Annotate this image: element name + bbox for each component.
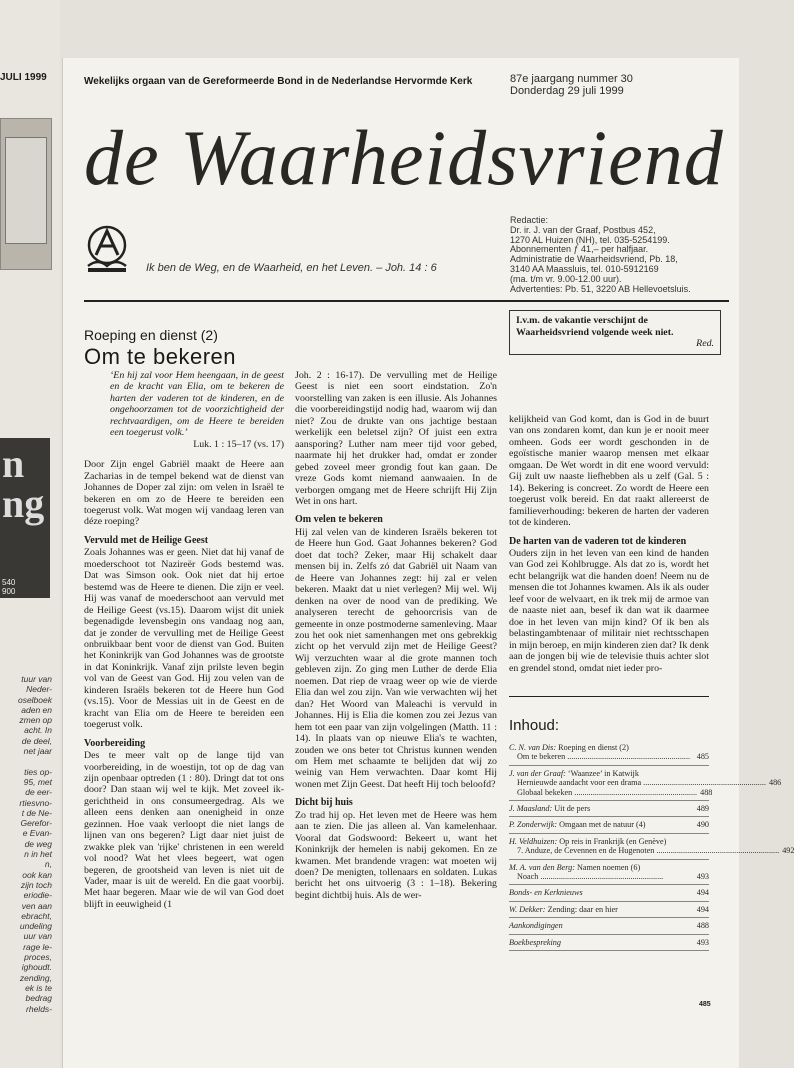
contents-entry [509, 740, 709, 766]
contents-entry-head [509, 888, 694, 897]
contents-author: H. Veldhuizen: [509, 836, 558, 846]
contents-entry [509, 766, 782, 801]
fragment-line: ties op- [24, 766, 52, 777]
article-headline: Om te bekeren [84, 344, 237, 369]
notice-text: I.v.m. de vakantie verschijnt de Waarheidsvriend volgende week niet. [516, 315, 674, 338]
contents-subtitle: Om te bekeren ............................................................ [517, 752, 691, 762]
publication-subtitle: Wekelijks orgaan van de Gereformeerde Bond in de Nederlandse Hervormde Kerk [84, 76, 473, 87]
fragment-line: de deel, [21, 735, 52, 746]
contents-page: 492 [782, 846, 794, 856]
editorial-line: (ma. t/m vr. 9.00-12.00 uur). [510, 273, 622, 284]
contents-entry [509, 801, 709, 817]
editorial-line: Redactie: [510, 215, 549, 225]
section-heading: Om velen te bekeren [295, 514, 383, 526]
contents-author: Aankondigingen [509, 921, 563, 931]
contents-page: 488 [700, 787, 713, 797]
paragraph: Hij zal velen van de kinderen Israëls bekeren tot de Heere hun God. Gaat Johannes bekeren? God doet dat toch? Zeker, maar Hij schakelt daar mensen bij in. Zelfs zó dat Gabriël uit Naam van de Heere van Johannes zegt: hij zal er velen bekeren. Maakt dat u niet verlegen? Mij wel. Wij denken na over de nood van de prediking. We analyseren terecht de gehoorcrisis van de gemeente in onze postmoderne samenleving. Maar zou het ook niet samenhangen met ons gebrekkig zicht op het vervuld zijn met de Heilige Geest? Wij verzuchten waar al die grote mannen toch gebleven zijn. Zo ging men Luther de derde Elia noemen. Dat riep de vraag weer op wie de vierde Elia dan wel zou zijn. Van wie verwachten wij het dan? Het Woord van Maleachi is vervuld in Johannes. Hij is Elia die komen zou zei Jezus van hem tot een paar van zijn volgelingen (Matth. 11 : 14). In plaats van op nieuwe Elia's te wachten, zouden we ons beter tot Christus kunnen wenden om Hem met schaamte te belijden dat wij zo weinig van Hem verwachten. Daar komt Hij wonen met Zijn Geest. Dat heeft Hij toch beloofd? [295, 526, 497, 790]
page-number: 485 [699, 1001, 711, 1008]
contents-page: 486 [768, 778, 782, 788]
paragraph: Des te meer valt op de lange tijd van voorbereiding, in de woestijn, tot op de dag van zijn openbaar optreden (1 : 80). Dringt dat tot ons door? Dan staan wij wel te kijk. Met zoveel ik-gerichtheid in ons consumeergedrag. Als we alleen eens denken aan onenigheid in onze gezinnen. Hoe vaak verloopt die niet langs de lijnen van ons begeren? Ligt daar niet juist de zwakke plek van 'rijke' christenen in een wereld vol nood? Wat het vlees begeert, wat ogen begeren, de grootsheid van leven is niet uit de Vader, maar is uit de wereld. En die gaat voorbij. Met haar begeren. Maar wie de wil van God doet blijft in eeuwigheid (1 [84, 750, 284, 910]
fragment-line: n, [44, 859, 52, 870]
contents-subtitle: 7. Anduze, de Cevennen en de Hugenoten ............................................................ [517, 846, 780, 856]
fragment-line: n in het [24, 849, 52, 860]
contents-subtitle: Hernieuwde aandacht voor een drama ............................................................ [517, 778, 766, 788]
contents-subtitle: Globaal bekeken ............................................................ [517, 787, 698, 797]
contents-page: 494 [696, 904, 709, 914]
article-column-2 [295, 370, 497, 901]
section-heading: Vervuld met de Heilige Geest [84, 534, 209, 546]
contents-author: C. N. van Dis: [509, 743, 557, 752]
contents-page: 494 [696, 888, 709, 898]
quote-reference: Luk. 1 : 15–17 (vs. 17) [193, 438, 284, 450]
masthead-title: de Waarheidsvriend [84, 114, 724, 201]
editorial-info [510, 216, 734, 294]
contents-entry-head [509, 769, 709, 778]
contents-page: 485 [696, 752, 709, 762]
fragment-line: ven aan [21, 900, 52, 911]
quote-text: ‘En hij zal voor Hem heengaan, in de geest en de kracht van Elia, om te bekeren de harten der vaderen tot de kinderen, en de ongehoorzamen tot de voorzichtigheid der rechtvaardigen, om de Heere te bereiden een toegerust volk.’ [110, 370, 284, 439]
fragment-line [0, 756, 52, 766]
contents-entry-head [509, 863, 709, 872]
contents-entry-head [509, 921, 694, 930]
bible-quote [110, 370, 284, 450]
fragment-line: eriodie- [23, 890, 52, 901]
contents-entry [509, 902, 709, 918]
fragment-line: proces, [24, 952, 52, 963]
article-column-3 [509, 414, 709, 674]
fragment-line: undeling [19, 921, 52, 932]
fragment-line: ebracht, [21, 910, 52, 921]
contents-title-text: ‘Waanzee’ in Katwijk [565, 768, 639, 778]
contents-page: 493 [696, 937, 709, 947]
paragraph: Zoals Johannes was er geen. Niet dat hij vanaf de moederschoot tot Nazireër Gods bestemd was. Dat was Simson ook. Ook niet dat hij ertoe bestemd was de Heere te dienen. Die zijn er veel. Hij was vanaf de moederschoot aan vervuld met de Heilige Geest (vs.15). Daarom wijst dit uniek begenadigde levensbegin ons vandaag nog aan, dat je zonder de vervulling met de Heilige Geest onbruikbaar bent voor de dienst van God. Buiten het Koninkrijk van God Johannes was de grootste in dat Koninkrijk. Vanaf zijn prilste leven begin vol van de Geest van God. Hij zou velen van de kinderen Israëls bekeren tot de Heere hun God (vs.15). Voor de Messias uit in de Geest en de kracht van Elia om de Heere te bereiden een toegerust volk. [84, 547, 284, 731]
notice-box [509, 310, 721, 355]
previous-page-dark-box [0, 438, 50, 598]
contents-entry [509, 834, 794, 860]
fragment-line: ighoudt. [21, 962, 52, 973]
alpha-omega-logo-icon [84, 224, 130, 276]
contents-divider [509, 696, 709, 697]
editorial-line: Administratie de Waarheidsvriend, Pb. 18, [510, 254, 678, 265]
issue-date: Donderdag 29 juli 1999 [510, 85, 624, 97]
section-heading: Voorbereiding [84, 737, 146, 749]
fragment-line: rtiesvno- [19, 797, 52, 808]
fragment-line: de eer- [25, 787, 52, 798]
motto: Ik ben de Weg, en de Waarheid, en het Leven. – Joh. 14 : 6 [146, 262, 437, 274]
paragraph: Ouders zijn in het leven van een kind de handen van God zei Kohlbrugge. Als dat zo is, wordt het echt belangrijk wat die handen doen! Neem nu de mensen die tot Johannes kwamen. Als ik als ouder leef voor de welvaart, en ik trek mij de armoe van de naaste niet aan, besef ik dan wat ik daarmee doe in het leven van mijn kind? Of ik ben als belastingambtenaar of militair niet rechtsschapen in mijn beroep, en mijn kinderen zien dat? Ik denk aan de jongen bij wie de televisie thuis achter slot en grendel stond, omdat niet ieder pro- [509, 547, 709, 674]
paragraph: kelijkheid van God komt, dan is God in de buurt van ons zondaren komt, dan kun je er nooit meer omheen. Gods eer wordt geschonden in de egoïstische manier waarop mensen met elkaar omgaan. De Wet wordt in dit ene woord vervuld: Gij zult uw naaste liefhebben als u zelf (Gal. 5 : 14). Bekering is concreet. Zo wordt de Heere een toegerust volk bereid. En dat raakt allereerst de familieverhouding: bekeren de harten der vaderen tot de kinderen. [509, 414, 709, 529]
contents-author: Bonds- en Kerknieuws [509, 888, 583, 898]
contents-entry [509, 817, 709, 833]
contents-subtitle: Noach ............................................................ [517, 872, 664, 882]
masthead-divider [84, 300, 729, 302]
contents-page: 488 [696, 921, 709, 931]
fragment-line: rage le- [23, 941, 52, 952]
fragment-line: Gerefor- [20, 818, 52, 829]
editorial-line: Advertenties: Pb. 51, 3220 AB Hellevoetsluis. [510, 283, 691, 294]
editorial-line: Dr. ir. J. van der Graaf, Postbus 452, [510, 224, 656, 235]
paragraph: Zo trad hij op. Het leven met de Heere was hem aan te zien. Die jas alleen al. Van kamelenhaar. Vooral dat Godswoord: Bekeert u, want het Koninkrijk der hemelen is nabij gekomen. En ze kwamen. Met brandende vragen: wat moeten wij doen? De menigten, tollenaars en soldaten. Lukas bericht het ons uitvoerig (3 : 1–18). Bekering begint dichtbij huis. Als de wer- [295, 809, 497, 901]
article-column-1 [84, 370, 284, 910]
fragment-line: rhelds- [26, 1003, 52, 1014]
contents-title-text: Roeping en dienst (2) [556, 743, 629, 752]
contents-title-text: Namen noemen (6) [574, 862, 641, 872]
volume-info [510, 73, 633, 97]
editorial-line: Abonnementen ƒ 41,– per halfjaar. [510, 244, 649, 255]
editorial-line: 1270 AL Huizen (NH), tel. 035-5254199. [510, 234, 670, 245]
fragment-line: zijn toch [20, 879, 52, 890]
previous-page-text-fragments [0, 674, 52, 1014]
contents-title: Inhoud: [509, 717, 560, 734]
contents-author: Boekbespreking [509, 937, 561, 947]
notice-signature: Red. [696, 338, 714, 349]
fragment-line: acht. In [24, 725, 52, 736]
article-kicker: Roeping en dienst (2) [84, 327, 218, 343]
contents-title-text: Omgaan met de natuur (4) [557, 820, 646, 830]
contents-title-text: Zending: daar en hier [545, 904, 618, 914]
contents-entry [509, 918, 709, 934]
contents-page: 489 [696, 804, 709, 814]
fragment-line: Neder- [26, 684, 52, 695]
contents-entry-head [509, 938, 694, 947]
fragment-line: ook kan [22, 869, 52, 880]
previous-page-date: JULI 1999 [0, 72, 47, 83]
fragment-line: 95, met [23, 776, 52, 787]
contents-entry [509, 935, 709, 951]
fragment-line: e Evan- [22, 828, 52, 839]
contents-entry-head [509, 837, 709, 846]
contents-entry [509, 885, 709, 901]
contents-entry-head [509, 905, 694, 914]
contents-title-text: Uit de pers [552, 804, 591, 814]
section-heading: De harten van de vaderen tot de kinderen [509, 535, 687, 547]
volume-number: 87e jaargang nummer 30 [510, 73, 633, 85]
contents-title-text: Op reis in Frankrijk (en Genève) [557, 836, 667, 846]
contents-entry-head [509, 743, 709, 752]
contents-author: P. Zonderwijk: [509, 820, 558, 830]
editorial-line: 3140 AA Maassluis, tel. 010-5912169 [510, 263, 659, 274]
contents-author: J. van der Graaf: [509, 768, 566, 778]
fragment-line: ek is te [25, 982, 52, 993]
paragraph: Joh. 2 : 16-17). De vervulling met de Heilige Geest is niet een soort eindstation. Zo'n voorstelling van zaken is een illusie. Als Johannes die voorbereidingstijd nodig had, waarom wij dan niet? Zou de drukte van ons jachtige bestaan werkelijk een beletsel zijn? Of juist een extra aansporing? Luther nam meer tijd voor gebed, naarmate hij het drukker had, omdat er zonder gebed zoveel meer grondig fout kan gaan. De vreze Gods komt niemand aanwaaien. In de verborgen omgang met de Heere schrijft Hij Zijn Wet in ons hart. [295, 370, 497, 507]
previous-page-photo [0, 118, 52, 270]
fragment-line: net jaar [23, 746, 52, 757]
contents-author: M. A. van den Berg: [509, 862, 575, 872]
table-of-contents [509, 740, 794, 951]
section-heading: Dicht bij huis [295, 797, 353, 809]
fragment-line: aden en [21, 704, 52, 715]
fragment-line: oselboek [17, 694, 52, 705]
fragment-line: de weg [24, 838, 52, 849]
contents-page: 490 [696, 820, 709, 830]
contents-entry-head [509, 804, 694, 813]
fragment-line: bedrag [25, 993, 52, 1004]
fragment-line: zending, [19, 972, 52, 983]
contents-author: J. Maasland: [509, 804, 553, 814]
contents-author: W. Dekker: [509, 904, 546, 914]
contents-entry [509, 860, 709, 886]
previous-page-big-text: n ng [2, 441, 45, 526]
contents-entry-head [509, 820, 694, 829]
paragraph: Door Zijn engel Gabriël maakt de Heere aan Zacharias in de tempel bekend wat de dienst van Johannes de Doper zal zijn: om velen in Israël te bekeren en om zo de Heere te bereiden een toegerust volk. Wat mogen wij vandaag leren van déze roeping? [84, 459, 284, 528]
fragment-line: tuur van [21, 674, 52, 684]
previous-page-numbers: 540 900 [2, 578, 16, 596]
fragment-line: uur van [23, 931, 52, 942]
fragment-line: zmen op [19, 715, 52, 726]
contents-page: 493 [696, 872, 709, 882]
fragment-line: t de Ne- [21, 807, 52, 818]
